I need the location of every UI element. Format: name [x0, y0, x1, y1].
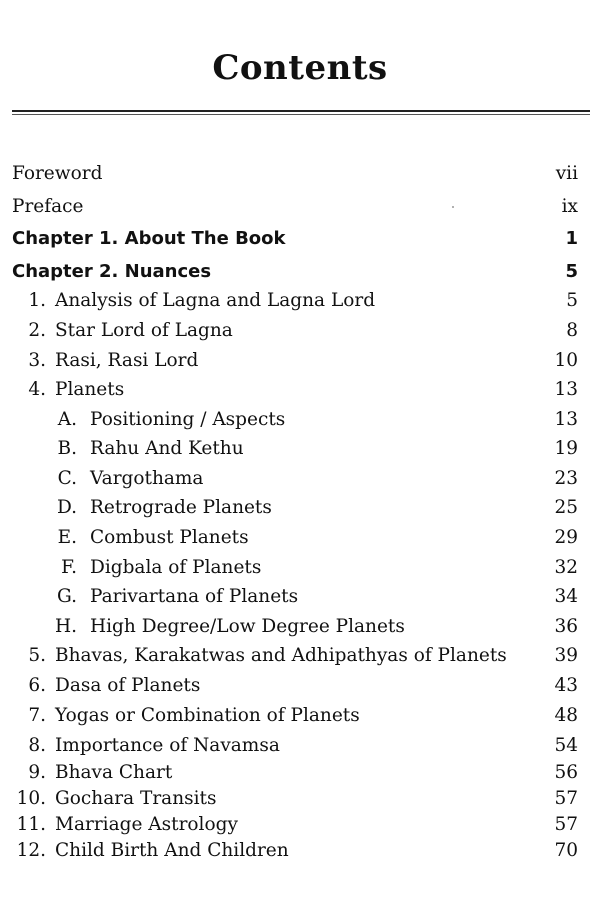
- toc-item-1[interactable]: [0, 288, 600, 314]
- entry-label: Preface: [12, 196, 84, 217]
- item-page: 39: [554, 645, 578, 666]
- toc-item-6[interactable]: [0, 673, 600, 699]
- item-label: Yogas or Combination of Planets: [55, 705, 360, 726]
- subitem-letter: H.: [54, 616, 77, 637]
- toc-item-8[interactable]: [0, 733, 600, 759]
- item-page: 57: [554, 814, 578, 835]
- item-number: 7.: [28, 705, 46, 726]
- subitem-letter: D.: [56, 497, 77, 518]
- item-page: 43: [554, 675, 578, 696]
- toc-item-10[interactable]: [0, 786, 600, 812]
- toc-item-2[interactable]: [0, 318, 600, 344]
- subitem-label: Rahu And Kethu: [90, 438, 244, 459]
- subitem-page: 34: [554, 586, 578, 607]
- subitem-letter: C.: [57, 468, 77, 489]
- item-number: 12.: [16, 840, 46, 861]
- item-number: 5.: [28, 645, 46, 666]
- item-page: 48: [554, 705, 578, 726]
- subitem-label: High Degree/Low Degree Planets: [90, 616, 405, 637]
- item-page: 54: [554, 735, 578, 756]
- item-page: 5: [566, 290, 578, 311]
- chapter-page: 1: [565, 228, 578, 249]
- item-label: Child Birth And Children: [55, 840, 289, 861]
- subitem-page: 29: [554, 527, 578, 548]
- toc-item-5[interactable]: [0, 643, 600, 669]
- subitem-page: 36: [554, 616, 578, 637]
- toc-item-7[interactable]: [0, 703, 600, 729]
- subitem-letter: E.: [57, 527, 77, 548]
- item-label: Bhavas, Karakatwas and Adhipathyas of Planets: [55, 645, 507, 666]
- item-number: 10.: [16, 788, 46, 809]
- item-number: 11.: [16, 814, 46, 835]
- entry-page: ix: [561, 196, 578, 217]
- subitem-page: 32: [554, 557, 578, 578]
- item-page: 13: [554, 379, 578, 400]
- entry-label: Foreword: [12, 163, 103, 184]
- toc-chapter-1[interactable]: [0, 226, 600, 252]
- toc-item-9[interactable]: [0, 760, 600, 786]
- toc-item-4[interactable]: [0, 377, 600, 403]
- item-label: Analysis of Lagna and Lagna Lord: [55, 290, 376, 311]
- item-label: Bhava Chart: [55, 762, 173, 783]
- item-label: Rasi, Rasi Lord: [55, 350, 199, 371]
- item-label: Marriage Astrology: [55, 814, 238, 835]
- subitem-label: Digbala of Planets: [90, 557, 262, 578]
- item-number: 6.: [28, 675, 46, 696]
- item-number: 8.: [28, 735, 46, 756]
- item-label: Dasa of Planets: [55, 675, 201, 696]
- item-number: 3.: [28, 350, 46, 371]
- subitem-label: Combust Planets: [90, 527, 249, 548]
- item-number: 2.: [28, 320, 46, 341]
- subitem-label: Positioning / Aspects: [90, 409, 286, 430]
- item-page: 10: [554, 350, 578, 371]
- toc-subitem-e[interactable]: [0, 525, 600, 551]
- toc-item-12[interactable]: [0, 838, 600, 864]
- item-label: Planets: [55, 379, 125, 400]
- item-label: Gochara Transits: [55, 788, 217, 809]
- toc-entry-foreword[interactable]: [0, 161, 600, 187]
- subitem-letter: F.: [61, 557, 77, 578]
- subitem-label: Vargothama: [90, 468, 204, 489]
- page-title: Contents: [212, 48, 388, 88]
- toc-subitem-h[interactable]: [0, 614, 600, 640]
- item-number: 1.: [28, 290, 46, 311]
- chapter-label: Chapter 1. About The Book: [12, 228, 286, 249]
- item-label: Importance of Navamsa: [55, 735, 280, 756]
- toc-subitem-f[interactable]: [0, 555, 600, 581]
- subitem-letter: G.: [57, 586, 77, 607]
- subitem-page: 23: [554, 468, 578, 489]
- toc-subitem-d[interactable]: [0, 495, 600, 521]
- toc-item-11[interactable]: [0, 812, 600, 838]
- toc-chapter-2[interactable]: [0, 259, 600, 285]
- item-page: 57: [554, 788, 578, 809]
- toc-entry-preface[interactable]: [0, 194, 600, 220]
- item-label: Star Lord of Lagna: [55, 320, 233, 341]
- toc-subitem-g[interactable]: [0, 584, 600, 610]
- item-page: 8: [566, 320, 578, 341]
- toc-subitem-a[interactable]: [0, 407, 600, 433]
- subitem-letter: A.: [57, 409, 77, 430]
- item-page: 56: [554, 762, 578, 783]
- item-page: 70: [554, 840, 578, 861]
- subitem-page: 13: [554, 409, 578, 430]
- toc-subitem-b[interactable]: [0, 436, 600, 462]
- subitem-letter: B.: [57, 438, 77, 459]
- subitem-label: Retrograde Planets: [90, 497, 272, 518]
- chapter-label: Chapter 2. Nuances: [12, 261, 212, 282]
- subitem-label: Parivartana of Planets: [90, 586, 299, 607]
- subitem-page: 19: [554, 438, 578, 459]
- toc-item-3[interactable]: [0, 348, 600, 374]
- item-number: 4.: [28, 379, 46, 400]
- entry-page: vii: [555, 163, 578, 184]
- chapter-page: 5: [565, 261, 578, 282]
- subitem-page: 25: [554, 497, 578, 518]
- item-number: 9.: [28, 762, 46, 783]
- toc-subitem-c[interactable]: [0, 466, 600, 492]
